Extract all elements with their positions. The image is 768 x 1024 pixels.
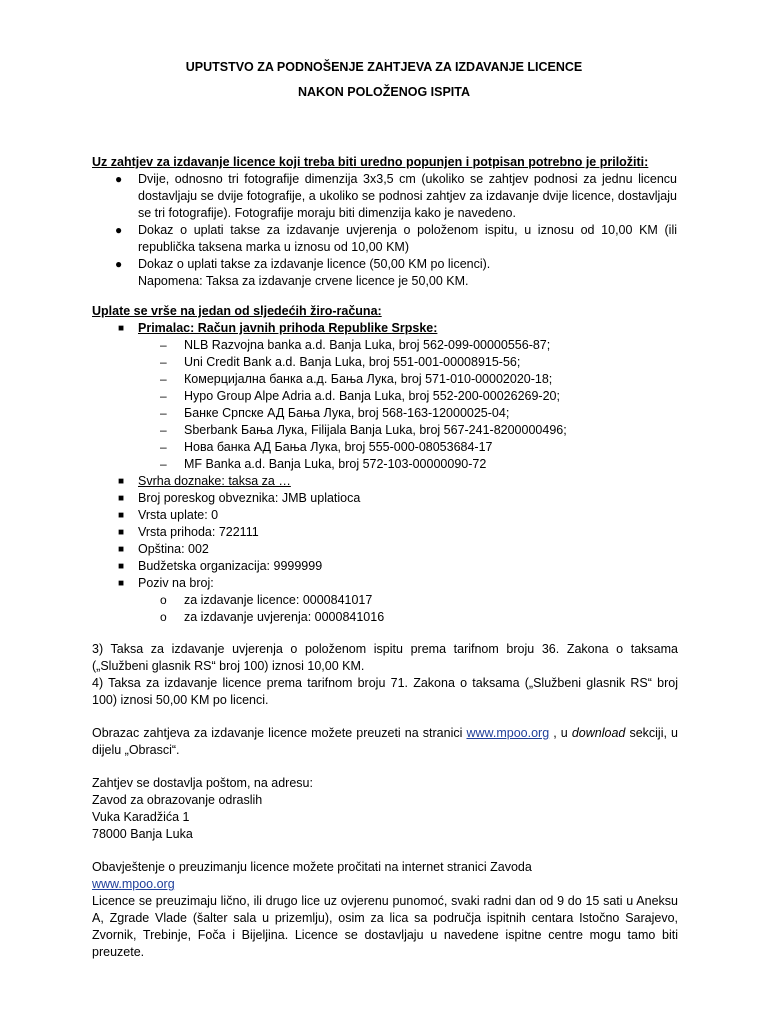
bank-account: Комерцијална банка а.д. Бања Лука, broj 571-010-00002020-18; [184, 372, 553, 386]
bank-account: Банке Српске АД Бања Лука, broj 568-163-12000025-04; [184, 406, 510, 420]
address-line: Zavod za obrazovanje odraslih [92, 793, 263, 807]
bank-account: Uni Credit Bank a.d. Banja Luka, broj 551-001-00008915-56; [184, 355, 521, 369]
bank-account: MF Banka a.d. Banja Luka, broj 572-103-00000090-72 [184, 457, 487, 471]
list-item-photos: Dvije, odnosno tri fotografije dimenzija 3x3,5 cm (ukoliko se zahtjev podnosi za jednu licencu dostavljaju se dvije fotografije, a ukoliko se podnosi zahtjev za izdavanje dvije licence, dostavljaju se tri fotografije). Fotografije moraju biti dimenzija kako je navedeno. [138, 172, 677, 220]
poziv-uvjerenja: za izdavanje uvjerenja: 0000841016 [184, 610, 385, 624]
dash-icon: – [160, 406, 167, 420]
payment-detail: Broj poreskog obveznika: JMB uplatioca [138, 491, 361, 505]
dash-icon: – [160, 355, 167, 369]
bullet-icon: ● [115, 172, 123, 186]
circle-bullet-icon: o [160, 593, 167, 607]
square-bullet-icon: ■ [118, 544, 125, 555]
list-item-note: Napomena: Taksa za izdavanje crvene licence je 50,00 KM. [138, 274, 469, 288]
paragraph-preuzimanje: Licence se preuzimaju lično, ili drugo lice uz ovjerenu punomoć, svaki radni dan od 9 do 15 sati u Aneksu A, Zgrade Vlade (šalter sala u prizemlju), osim za lica sa područja ispitnih centara Istočno Sarajevo, Zvornik, Trebinje, Foča i Bijeljina. Licence se dostavljaju u navedene ispitne centre mogu tamo biti preuzete. [92, 894, 678, 959]
bullet-icon: ● [115, 257, 123, 271]
circle-bullet-icon: o [160, 610, 167, 624]
payment-detail: Poziv na broj: [138, 576, 214, 590]
bullet-icon: ● [115, 223, 123, 237]
address-intro: Zahtjev se dostavlja poštom, na adresu: [92, 776, 313, 790]
dash-icon: – [160, 423, 167, 437]
paragraph-taksa-licence: 4) Taksa za izdavanje licence prema tarifnom broju 71. Zakona o taksama („Službeni glasnik RS“ broj 100) iznosi 50,00 KM po licenci. [92, 676, 678, 707]
section2-heading: Uplate se vrše na jedan od sljedećih žiro-računa: [92, 304, 382, 318]
document-title-line1: UPUTSTVO ZA PODNOŠENJE ZAHTJEVA ZA IZDAVANJE LICENCE [185, 60, 583, 74]
payment-detail: Vrsta uplate: 0 [138, 508, 219, 522]
svrha-doznake: Svrha doznake: taksa za … [138, 474, 291, 488]
address-line: 78000 Banja Luka [92, 827, 193, 841]
square-bullet-icon: ■ [118, 323, 125, 334]
square-bullet-icon: ■ [118, 493, 125, 504]
square-bullet-icon: ■ [118, 561, 125, 572]
payment-detail: Opština: 002 [138, 542, 209, 556]
paragraph-obrazac: Obrazac zahtjeva za izdavanje licence možete preuzeti na stranici www.mpoo.org , u download sekciji, u dijelu „Obrasci“. [92, 726, 678, 757]
section1-heading: Uz zahtjev za izdavanje licence koji treba biti uredno popunjen i potpisan potrebno je priložiti: [92, 155, 649, 169]
list-item-licence-fee: Dokaz o uplati takse za izdavanje licence (50,00 KM po licenci). [138, 257, 491, 271]
payment-detail: Vrsta prihoda: 722111 [138, 525, 259, 539]
payment-detail: Budžetska organizacija: 9999999 [138, 559, 323, 573]
bank-account: Hypo Group Alpe Adria a.d. Banja Luka, broj 552-200-00026269-20; [184, 389, 560, 403]
bank-account: Нова банка АД Бања Лука, broj 555-000-08053684-17 [184, 440, 493, 454]
poziv-licence: za izdavanje licence: 0000841017 [184, 593, 373, 607]
document-title-line2: NAKON POLOŽENOG ISPITA [298, 85, 470, 99]
mpoo-link[interactable]: www.mpoo.org [92, 877, 175, 891]
square-bullet-icon: ■ [118, 527, 125, 538]
paragraph-taksa-uvjerenje: 3) Taksa za izdavanje uvjerenja o položenom ispitu prema tarifnom broju 36. Zakona o taksama („Službeni glasnik RS“ broj 100) iznosi 10,00 KM. [92, 642, 678, 673]
dash-icon: – [160, 440, 167, 454]
dash-icon: – [160, 372, 167, 386]
obavjestenje-intro: Obavještenje o preuzimanju licence možete pročitati na internet stranici Zavoda [92, 860, 532, 874]
square-bullet-icon: ■ [118, 476, 125, 487]
list-item-uvjerenje-fee: Dokaz o uplati takse za izdavanje uvjerenja o položenom ispitu, u iznosu od 10,00 KM (ili republička taksena marka u iznosu od 10,00 KM) [138, 223, 677, 254]
primalac-label: Primalac: Račun javnih prihoda Republike Srpske: [138, 321, 438, 335]
square-bullet-icon: ■ [118, 578, 125, 589]
dash-icon: – [160, 338, 167, 352]
mpoo-link[interactable]: www.mpoo.org [466, 726, 550, 740]
dash-icon: – [160, 389, 167, 403]
dash-icon: – [160, 457, 167, 471]
bank-account: NLB Razvojna banka a.d. Banja Luka, broj 562-099-00000556-87; [184, 338, 551, 352]
address-line: Vuka Karadžića 1 [92, 810, 190, 824]
square-bullet-icon: ■ [118, 510, 125, 521]
bank-account: Sberbank Бања Лука, Filijala Banja Luka, broj 567-241-8200000496; [184, 423, 567, 437]
